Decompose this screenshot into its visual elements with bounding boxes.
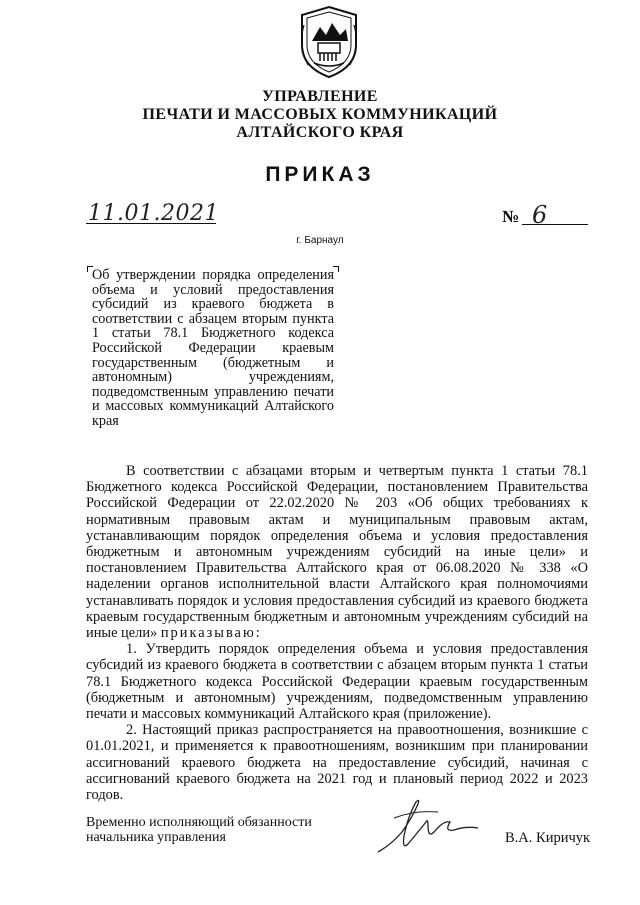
item-2-paragraph: 2. Настоящий приказ распространяется на правоотношения, возникшие с 01.01.2021, и применяется к правоотношениям, возникшим при планировании ассигнований краевого бюджета на предоставление субсидий, начиная с ассигнований краевого бюджета на 2021 год и плановый период 2022 и 2023 годов. — [86, 722, 588, 804]
handwritten-signature — [374, 792, 484, 860]
org-line-1: УПРАВЛЕНИЕ — [262, 88, 378, 105]
signer-name: В.А. Киричук — [505, 830, 591, 846]
number-label: № — [502, 207, 520, 226]
organization-name — [0, 88, 640, 142]
date-underline — [86, 223, 216, 224]
org-line-2: ПЕЧАТИ И МАССОВЫХ КОММУНИКАЦИЙ — [142, 106, 498, 123]
document-body — [86, 463, 588, 803]
intro-text: В соответствии с абзацами вторым и четвертым пункта 1 статьи 78.1 Бюджетного кодекса Российской Федерации, постановлением Правительства Российской Федерации от 22.02.2020 № 203 «Об общих требованиях к нормативным правовым актам и муниципальным правовым актам, устанавливающим порядок определения объема и условия предоставления бюджетным и автономным учреждениям субсидий на иные цели» и постановлением Правительства Алтайского края от 06.08.2020 № 338 «О наделении органов исполнительной власти Алтайского края полномочиями устанавливать порядок и условия предоставления субсидий из краевого бюджета краевым государственным бюджетным и автономным учреждениям субсидий на иные цели» — [86, 463, 588, 642]
handwritten-date: 11.01.2021 — [88, 201, 219, 226]
signer-title-line-2: начальника управления — [86, 830, 226, 845]
signer-title — [86, 815, 312, 845]
intro-paragraph — [86, 463, 588, 641]
city-label: г. Барнаул — [296, 235, 344, 246]
number-underline — [522, 224, 588, 225]
handwritten-number: 6 — [532, 201, 548, 229]
item-1-paragraph: 1. Утвердить порядок определения объема и условия предоставления субсидий из краевого бюджета в соответствии с абзацем вторым пункта 1 статьи 78.1 Бюджетного кодекса Российской Федерации краевым государственным (бюджетным и автономным) учреждениям, подведомственным управлению печати и массовых коммуникаций Алтайского края (приложение). — [86, 641, 588, 723]
coat-of-arms-emblem — [298, 5, 360, 79]
order-word: приказываю: — [160, 625, 262, 642]
org-line-3: АЛТАЙСКОГО КРАЯ — [236, 124, 404, 141]
subject-text: Об утверждении порядка определения объема и условий предоставления субсидий из краевого бюджета в соответствии с абзацем вторым пункта 1 статьи 78.1 Бюджетного кодекса Российской Федерации краевым государственным (бюджетным и автономным) учреждениям, подведомственным управлению печати и массовых коммуникаций Алтайского края — [92, 267, 334, 429]
document-type-title: ПРИКАЗ — [265, 163, 375, 186]
signer-title-line-1: Временно исполняющий обязанности — [86, 815, 312, 830]
